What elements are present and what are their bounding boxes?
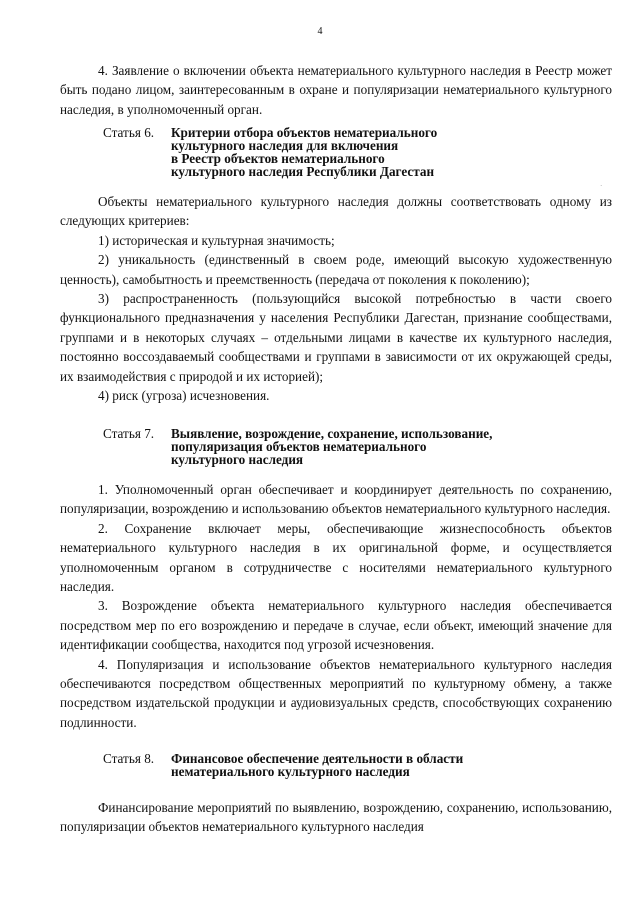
article-7-heading [103,427,492,466]
scan-speck: · [600,182,603,190]
paragraph: 3. Возрождение объекта нематериального культурного наследия обеспечивается посредством мер по его возрождению и передаче в случае, если объект, имеющий значение для идентификации сообщества, находится под угрозой исчезновения. [60,598,612,653]
paragraph: Объекты нематериального культурного наследия должны соответствовать одному из следующих критериев: [60,194,612,229]
article-6-body [60,192,612,405]
article-label: Статья 8. [103,751,155,766]
article-title: Финансовое обеспечение деятельности в области нематериального культурного наследия [171,751,464,779]
article-title: Критерии отбора объектов нематериального культурного наследия для включения в Реестр объектов нематериального культурного наследия Республики Дагестан [171,125,438,179]
paragraph: 4. Популяризация и использование объектов нематериального культурного наследия обеспечиваются посредством общественных мероприятий по культурному обмену, а также посредством издательской продукции и аудиовизуальных средств, способствующих сохранению подлинности. [60,656,612,730]
paragraph: 2) уникальность (единственный в своем роде, имеющий высокую художественную ценность), самобытность и преемственность (передача от поколения к поколению); [60,252,612,287]
article-label: Статья 6. [103,125,155,140]
paragraph: 1) историческая и культурная значимость; [98,232,335,248]
page-number: 4 [317,26,323,37]
paragraph: 2. Сохранение включает меры, обеспечивающие жизнеспособность объектов нематериального культурного наследия в их оригинальной форме, и осуществляется уполномоченным органом в сотрудничестве с носителями нематериального культурного наследия. [60,520,612,595]
paragraph: 4. Заявление о включении объекта нематериального культурного наследия в Реестр может быть подано лицом, заинтересованным в охране и популяризации нематериального культурного наследия, в уполномоченный орган. [60,63,612,117]
article-7-body [60,480,612,732]
article-title: Выявление, возрождение, сохранение, использование, популяризация объектов нематериального культурного наследия [171,426,493,467]
paragraph: 3) распространенность (пользующийся высокой потребностью в части своего функционального предназначения у населения Республики Дагестан, признание сообществами, группами и в некоторых случаях – отдельными лицами в качестве их культурного наследия, постоянно воссоздаваемый сообществами и группами в зависимости от их окружающей среды, их взаимодействия с природой и их историей); [60,291,612,384]
article-label: Статья 7. [103,426,155,441]
article-6-heading [103,126,437,178]
article-8-heading [103,752,463,778]
paragraph: 1. Уполномоченный орган обеспечивает и координирует деятельность по сохранению, популяризации, возрождению и использованию объектов нематериального культурного наследия. [60,482,612,517]
paragraph: Финансирование мероприятий по выявлению, возрождению, сохранению, использованию, популяризации объектов нематериального культурного наследия [60,800,612,835]
article-8-body [60,798,612,837]
paragraph: 4) риск (угроза) исчезновения. [98,388,270,404]
intro-paragraph-block [60,61,612,119]
